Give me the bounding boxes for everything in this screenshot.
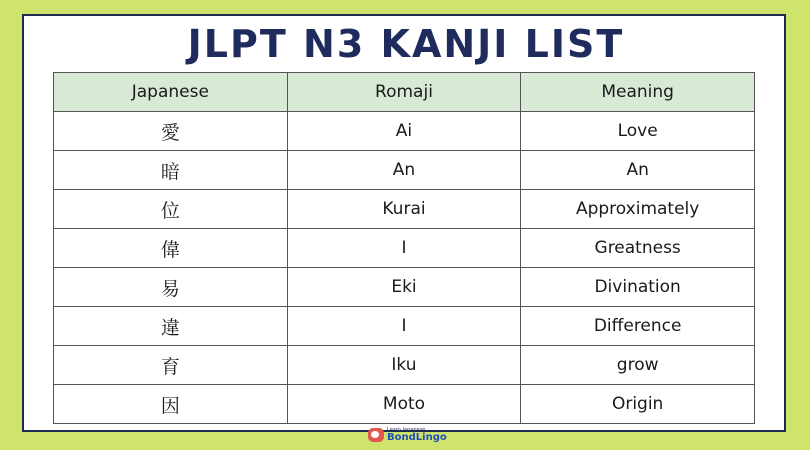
logo-text	[387, 428, 447, 443]
column-header-meaning: Meaning	[521, 73, 755, 112]
romaji-cell: An	[287, 151, 521, 190]
table-row	[54, 307, 755, 346]
romaji-cell: Ai	[287, 112, 521, 151]
meaning-cell: Greatness	[521, 229, 755, 268]
meaning-cell: Difference	[521, 307, 755, 346]
column-header-japanese: Japanese	[54, 73, 288, 112]
romaji-cell: Iku	[287, 346, 521, 385]
table-header-row	[54, 73, 755, 112]
romaji-cell: Kurai	[287, 190, 521, 229]
meaning-cell: Divination	[521, 268, 755, 307]
table-row	[54, 268, 755, 307]
table-row	[54, 151, 755, 190]
table-row	[54, 229, 755, 268]
meaning-cell: Love	[521, 112, 755, 151]
meaning-cell: grow	[521, 346, 755, 385]
table-row	[54, 190, 755, 229]
kanji-cell: 暗	[54, 151, 288, 190]
meaning-cell: An	[521, 151, 755, 190]
column-header-romaji: Romaji	[287, 73, 521, 112]
table-row	[54, 385, 755, 424]
kanji-cell: 位	[54, 190, 288, 229]
table-row	[54, 112, 755, 151]
romaji-cell: I	[287, 229, 521, 268]
kanji-table	[53, 72, 755, 424]
table-row	[54, 346, 755, 385]
meaning-cell: Approximately	[521, 190, 755, 229]
brand-logo[interactable]	[368, 424, 448, 446]
meaning-cell: Origin	[521, 385, 755, 424]
logo-tagline: Learn Japanese	[387, 426, 426, 433]
romaji-cell: Moto	[287, 385, 521, 424]
logo-brand-name: BondLingo	[387, 431, 447, 443]
kanji-cell: 愛	[54, 112, 288, 151]
kanji-cell: 育	[54, 346, 288, 385]
kanji-cell: 易	[54, 268, 288, 307]
content-card	[22, 14, 786, 432]
kanji-cell: 偉	[54, 229, 288, 268]
chat-bubble-icon	[368, 428, 384, 442]
romaji-cell: Eki	[287, 268, 521, 307]
kanji-cell: 因	[54, 385, 288, 424]
kanji-cell: 違	[54, 307, 288, 346]
page-title: JLPT N3 KANJI LIST	[187, 22, 625, 66]
romaji-cell: I	[287, 307, 521, 346]
